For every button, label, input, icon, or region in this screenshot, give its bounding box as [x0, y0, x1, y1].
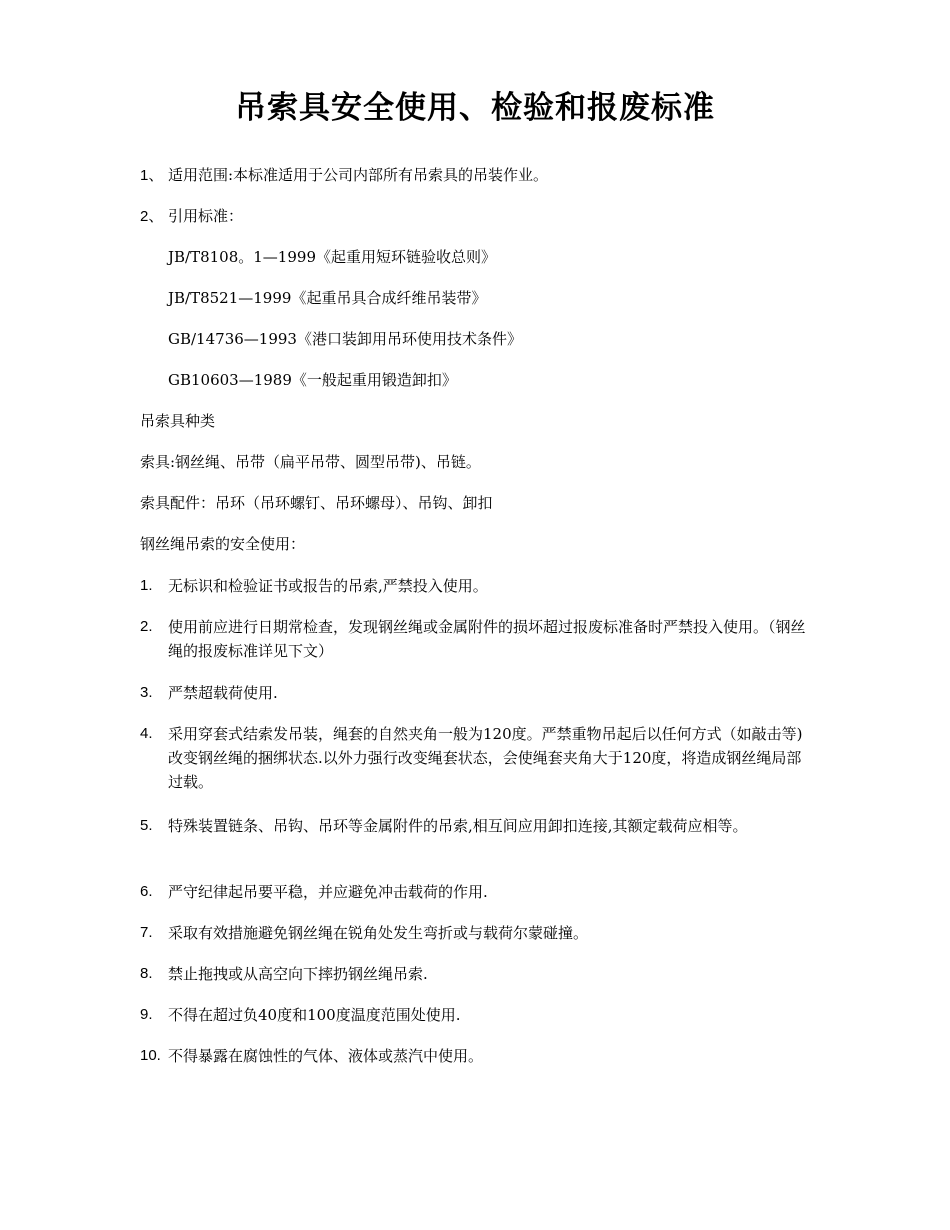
reference-item: GB/14736—1993《港口装卸用吊环使用技术条件》 [168, 330, 522, 348]
list-number: 7. [140, 924, 153, 941]
types-heading: 吊索具种类 [140, 412, 216, 430]
list-number: 6. [140, 883, 153, 900]
list-number: 10. [140, 1047, 161, 1064]
document-title: 吊索具安全使用、检验和报废标准 [235, 90, 715, 126]
list-number: 9. [140, 1006, 153, 1023]
scope-text: 适用范围:本标准适用于公司内部所有吊索具的吊装作业。 [168, 166, 549, 184]
section-number: 1、 [140, 167, 164, 184]
list-item: 不得暴露在腐蚀性的气体、液体或蒸汽中使用。 [168, 1047, 484, 1065]
list-number: 1. [140, 577, 153, 594]
list-item: 禁止拖拽或从高空向下摔扔钢丝绳吊索. [168, 965, 428, 983]
list-number: 8. [140, 965, 153, 982]
list-item: 采取有效措施避免钢丝绳在锐角处发生弯折或与载荷尔蒙碰撞。 [168, 924, 589, 942]
list-number: 3. [140, 684, 153, 701]
list-item: 特殊装置链条、吊钩、吊环等金属附件的吊索,相互间应用卸扣连接,其额定载荷应相等。 [168, 817, 748, 835]
list-number: 5. [140, 817, 153, 834]
list-item: 严守纪律起吊要平稳，并应避免冲击载荷的作用. [168, 883, 488, 901]
list-item: 采用穿套式结索发吊装，绳套的自然夹角一般为120度。严禁重物吊起后以任何方式（如敲击等)改变钢丝绳的捆绑状态.以外力强行改变绳套状态，会使绳套夹角大于120度，将造成钢丝绳局部过载。 [168, 725, 803, 791]
fitting-types: 索具配件：吊环（吊环螺钉、吊环螺母）、吊钩、卸扣 [140, 494, 493, 512]
section-number: 2、 [140, 208, 164, 225]
list-number: 4. [140, 725, 153, 742]
list-item: 无标识和检验证书或报告的吊索,严禁投入使用。 [168, 577, 488, 595]
reference-item: GB10603—1989《一般起重用锻造卸扣》 [168, 371, 457, 389]
reference-item: JB/T8521—1999《起重吊具合成纤维吊装带》 [168, 289, 487, 307]
wire-rope-heading: 钢丝绳吊索的安全使用： [140, 535, 306, 553]
rigging-types: 索具:钢丝绳、吊带（扁平吊带、圆型吊带)、吊链。 [140, 453, 481, 471]
list-item: 使用前应进行日期常检查，发现钢丝绳或金属附件的损坏超过报废标准备时严禁投入使用。（钢丝绳的报废标准详见下文） [168, 618, 806, 660]
reference-item: JB/T8108。1—1999《起重用短环链验收总则》 [168, 248, 496, 266]
list-item: 严禁超载荷使用. [168, 684, 278, 702]
references-heading: 引用标准： [168, 207, 244, 225]
list-number: 2. [140, 618, 153, 635]
list-item: 不得在超过负40度和100度温度范围处使用. [168, 1006, 461, 1024]
